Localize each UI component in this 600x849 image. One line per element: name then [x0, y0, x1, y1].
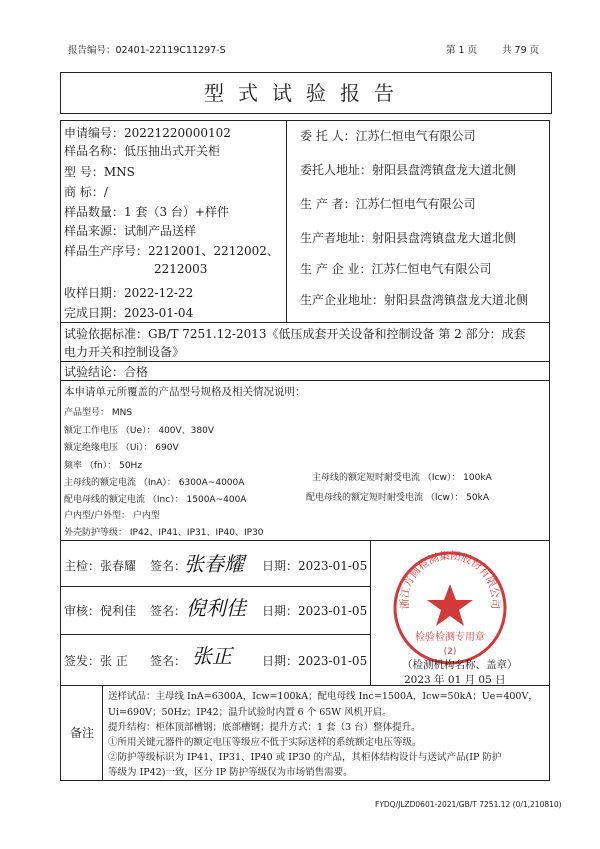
stamp-date: 2023 年 01 月 05 日 [404, 674, 506, 686]
sig-divider-1 [60, 586, 370, 587]
factory-address: 生产企业地址：射阳县盘湾镇盘龙大道北侧 [300, 293, 529, 307]
page-current: 第 1 页 [446, 45, 478, 56]
review-signature: 倪利佳 [186, 596, 246, 620]
producer: 生 产 者：江苏仁恒电气有限公司 [300, 197, 476, 211]
note-line-5: ②防护等级标识为 IP41、IP31、IP40 或 IP30 的产品，其柜体结构设计与送试产品(IP 防护 [108, 752, 502, 763]
producer-address: 生产者地址：射阳县盘湾镇盘龙大道北侧 [300, 231, 517, 245]
spec-inc: 配电母线的额定电流 （Inc）： 1500A~400A [64, 495, 247, 505]
chief-signature: 张春耀 [184, 552, 244, 576]
notes-divider [102, 685, 103, 781]
review-sign-label: 签名： [150, 604, 187, 618]
sample-quantity: 样品数量：1 套（3 台）+样件 [64, 205, 229, 219]
chief-sign-label: 签名： [150, 559, 187, 573]
sig-vertical-divider [370, 540, 371, 686]
seal-sub: 检验检测专用章 [415, 632, 485, 643]
spec-fn: 频率 （fn）： 50Hz [64, 461, 143, 471]
chief-inspector: 主检：张春耀 [64, 559, 137, 573]
test-basis-cont: 电力开关和控制设备》 [64, 345, 185, 359]
sample-serial: 样品生产序号：2212001、2212002、 [64, 244, 279, 258]
client: 委 托 人：江苏仁恒电气有限公司 [300, 129, 476, 143]
spec-ui: 额定绝缘电压 （Ui）： 690V [64, 443, 179, 453]
note-line-6: 等级为 IP42)一致，区分 IP 防护等级仅为市场销售需要。 [108, 767, 353, 778]
issue-sign-label: 签名： [150, 654, 187, 668]
sample-serial-cont: 2212003 [154, 262, 208, 276]
completed-date: 完成日期：2023-01-04 [64, 306, 194, 320]
seal-num: (2) [443, 647, 457, 657]
note-line-3: 提升结构：柜体顶部槽钢；底部槽钢；提升方式：1 套（3 台）整体提升。 [108, 722, 421, 733]
form-code: FYDQ/JLZD0601-2021/GB/T 7251.12 (0/1,210810) [375, 800, 562, 809]
spec-ue: 额定工作电压 （Ue）： 400V、380V [64, 426, 215, 436]
seal-text: 浙江方圆检测集团股份有限公司 [398, 549, 502, 610]
issue-signature: 张正 [192, 644, 232, 668]
issue-date: 日期：2023-01-05 [262, 654, 368, 668]
stamp-caption: （检测机构名称、盖章） [402, 659, 518, 671]
factory: 生 产 企 业：江苏仁恒电气有限公司 [300, 262, 492, 276]
sig-divider-2 [60, 634, 370, 635]
note-line-2: Ui=690V；50Hz；IP42；温升试验时内置 6 个 65W 风机开启。 [108, 707, 392, 718]
report-number-label: 报告编号： [68, 45, 116, 56]
trademark: 商 标：/ [64, 185, 108, 199]
received-date: 收样日期：2022-12-22 [64, 286, 194, 300]
review-date: 日期：2023-01-05 [262, 604, 368, 618]
seal-star-icon [427, 584, 473, 626]
client-address: 委托人地址：射阳县盘湾镇盘龙大道北侧 [300, 163, 517, 177]
sample-name: 样品名称：低压抽出式开关柜 [64, 144, 221, 158]
notes-label: 备注 [70, 726, 95, 740]
spec-ina: 主母线的额定电流 （InA）： 6300A~4000A [64, 478, 245, 488]
issuer: 签发：张 正 [64, 654, 128, 668]
spec-icw-dist: 配电母线的额定短时耐受电流 （Icw）： 50kA [306, 493, 490, 503]
spec-ip: 外壳防护等级： IP42、IP41、IP31、IP40、IP30 [64, 528, 264, 538]
note-line-4: ①所用关键元器件的额定电压等级应不低于实际送样的系统额定电压等级。 [108, 737, 422, 748]
report-number [68, 42, 226, 56]
spec-model: 产品型号： MNS [64, 408, 133, 418]
model: 型 号：MNS [64, 165, 135, 179]
page-title: 型式试验报告 [60, 72, 552, 114]
spec-icw-main: 主母线的额定短时耐受电流 （Icw）： 100kA [312, 473, 492, 483]
note-line-1: 送样试品：主母线 InA=6300A，Icw=100kA；配电母线 Inc=1500A，Icw=50kA；Ue=400V， [108, 691, 538, 702]
specs-intro: 本申请单元所覆盖的产品型号规格及相关情况说明： [64, 386, 306, 398]
spec-indoor: 户内型/户外型： 户内型 [64, 511, 160, 521]
conclusion: 试验结论：合格 [64, 365, 149, 379]
page-total: 共 79 页 [502, 45, 540, 56]
application-no: 申请编号：20221220000102 [64, 126, 231, 140]
reviewer: 审核：倪利佳 [64, 604, 137, 618]
test-basis: 试验依据标准：GB/T 7251.12-2013《低压成套开关设备和控制设备 第 2 部分：成套 [64, 327, 526, 341]
report-number-value: 02401-22119C11297-S [115, 45, 226, 56]
chief-date: 日期：2023-01-05 [262, 559, 368, 573]
info-divider [286, 120, 287, 323]
sample-source: 样品来源：试制产品送样 [64, 224, 197, 238]
official-seal [390, 548, 510, 668]
